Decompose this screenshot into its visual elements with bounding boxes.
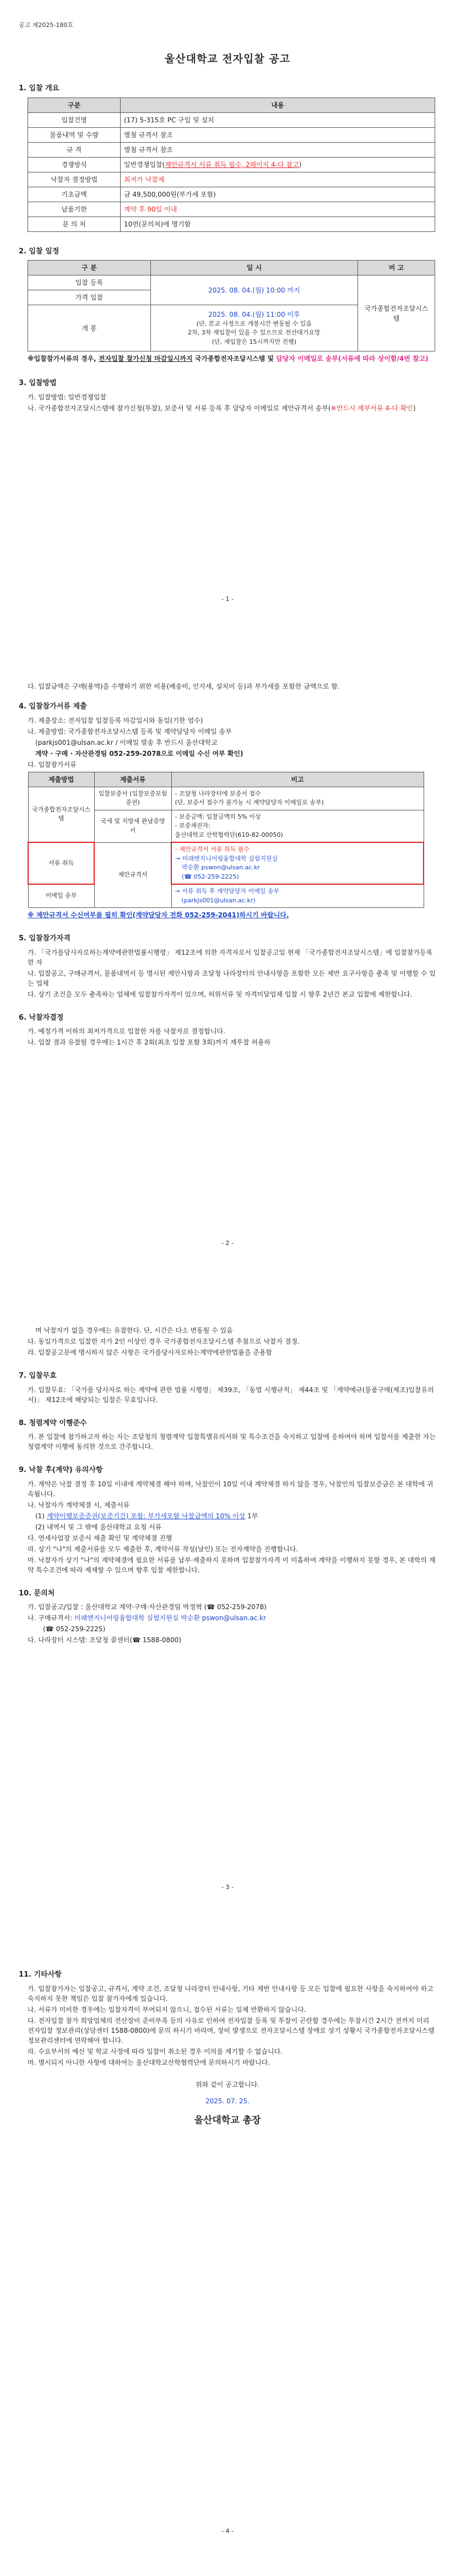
table-row: 경쟁방식 일반경쟁입찰(제안규격서 서류 취득 필수, 2페이지 4-다 참고) — [28, 157, 435, 172]
documents-table: 제출방법 제출서류 비고 국가종합전자조달시스템 입찰보증서 (입찰보증보험증권) - 조달청 나라장터에 보증서 접수 (단, 보증서 접수가 불가능 시 계약담당자 이메일로 송부) 국세 및 지방세 완납증명서 - 보증금액: 입찰금액의 5% 이상 - 보증채권자: 울산대학교 산학협력단(610-82-00050) 서류 취득 제안규격서 - 제안규격서 서류 취득 필수 → 미래엔지니어링융합대학 실험지원실 박순환 pswon@ulsan.ac.kr (☎ 052-259-2225) 이메일 송부 → 서류 취득 후 계약담당자 이메일 송부 (parkjs001@ulsan.ac.kr) — [28, 772, 424, 908]
issuer: 울산대학교 총장 — [194, 2114, 261, 2126]
schedule-table: 구 분 일 시 비 고 입찰 등록 2025. 08. 04.(월) 10:00 까지 국가종합전자조달시스템 가격 입찰 개 봉 2025. 08. 04.(월) 11:00 이후 (단, 본교 사정으로 개봉시간 변동될 수 있음 2차, 3차 재입찰이 있을 수 있으므로 전산대기요망 (단, 재입찰은 15시까지만 진행) — [28, 260, 435, 351]
section-5-heading: 5. 입찰참가자격 — [19, 934, 71, 943]
section-9-heading: 9. 낙찰 후(계약) 유의사항 — [19, 1466, 103, 1474]
page-1: 공고 제2025-180호 울산대학교 전자입찰 공고 1. 입찰 개요 구분 내용 입찰건명 (17) 5-315호 PC 구입 및 설치 물품내역 및 수량 별첨 규격서 참조 규 격 별첨 규격서 참조 경쟁방식 일반경쟁입찰(제안규격서 서류 취득 필수, 2페이지 4-다 참고) 낙찰자 결정방법 최저가 낙찰제 기초금액 금 49,500,000원(부가세 포함) 납품기한 계약 후 90일 이내 문 의 처 10번(문의처)에 명기함 2. 입찰 일정 구 분 일 시 비 고 입찰 등록 2025. 08. 04.(월) 10:00 까지 국가종합전자조달시스템 가격 입찰 개 봉 2025. 08. 04.(월) 11:00 이후 (단, 본교 사정으로 개봉시간 변동될 수 있음 2차, 3차 재입찰이 있을 수 있으므로 전산대기요망 (단, 재입찰은 15시까지만 진행) ※입찰참가서류의 경우, 전자입찰 참가신청 마감일시까지 국가종합전자조달시스템 및 담당자 이메일로 송부(서류에 따라 상이함/4번 참고) 3. 입찰방법 가. 입찰방법: 일반경쟁입찰 나. 국가종합전자조달시스템에 참가신청(투찰), 보증서 및 서류 등록 후 담당자 이메일로 제안규격서 송부(※반드시 제부서류 4-다 확인) - 1 - — [0, 0, 455, 644]
page-3: 며 낙찰자가 없을 경우에는 유찰한다. 단, 시간은 다소 변동될 수 있음 다. 동일가격으로 입찰한 자가 2인 이상인 경우 국가종합전자조달시스템 추첨으로 낙찰자 결정. 라. 입찰공고문에 명시하지 않은 사항은 국가를당사자로하는계약에관한법률을 준용함 7. 입찰무효 가. 입찰무효: 「국가를 당사자로 하는 계약에 관한 법률 시행령」 제39조, 「동법 시행규칙」 제44조 및 「계약예규(물품구매(제조)입찰유의서)」 제12조에 해당되는 입찰은 무효입니다. 8. 청렴계약 이행준수 가. 본 입찰에 참가하고자 하는 자는 조달청의 청렴계약 입찰특별유의서와 및 특수조건을 숙지하고 입찰에 응하여야 하며 입찰서를 제출한 자는 청렴계약 이행에 동의한 것으로 간주합니다. 9. 낙찰 후(계약) 유의사항 가. 계약은 낙찰 결정 후 10일 이내에 계약체결 해야 하며, 낙찰인이 10일 이내 계약체결 하지 않을 경우, 낙찰인의 입찰보증금은 본 대학에 귀속됩니다. 나. 낙찰자가 계약체결 시, 제출서류 (1) 계약이행보증증권(보증기간) 포함: 부가세포함 낙찰금액의 10% 이상 1부 (2) 내역서 및 그 밖에 울산대학교 요청 서류 다. 연세사업장 보증서 제출 확인 및 계약체결 진행 라. 상기 "나"의 제출서류를 모두 제출한 후, 계약서류 작성(날인) 또는 전자계약을 진행합니다. 마. 낙찰자가 상기 "나"의 계약체결에 필요한 서류를 납부·제출하지 못하며 입찰참가자격 이 미흡하여 계약을 이행하지 못할 경우, 본 대학의 계약 특수조건에 따라 제재할 수 있으며 향후 입찰 제한합니다. 10. 문의처 가. 입찰공고/입찰 : 울산대학교 계약·구매·자산관경팀 박정혁 (☎ 052-259-2078) 나. 구매규격서: 미래엔지니어링융합대학 실험지원실 박순환 pswon@ulsan.ac.kr (☎ 052-259-2225) 다. 나라장터 시스템: 조달청 콜센터(☎ 1588-0800) - 3 - — [0, 1288, 455, 1932]
notice-number: 공고 제2025-180호 — [19, 21, 73, 29]
closing-statement: 위와 같이 공고합니다. — [196, 2080, 259, 2088]
contact-link[interactable]: 미래엔지니어링융합대학 실험지원실 박순환 pswon@ulsan.ac.kr — [74, 1614, 266, 1622]
table-row: 납품기한 계약 후 90일 이내 — [28, 202, 435, 217]
section-3-heading: 3. 입찰방법 — [19, 379, 57, 387]
section-7-heading: 7. 입찰무효 — [19, 1372, 57, 1380]
section-2-heading: 2. 입찰 일정 — [19, 247, 59, 256]
col-gubun: 구분 — [28, 98, 121, 112]
section-10-heading: 10. 문의처 — [19, 1589, 55, 1598]
schedule-warning: ※입찰참가서류의 경우, 전자입찰 참가신청 마감일시까지 국가종합전자조달시스템 및 담당자 이메일로 송부(서류에 따라 상이함/4번 참고) — [28, 355, 429, 362]
page-4: 11. 기타사항 가. 입찰참가자는 입찰공고, 규격서, 계약 조건, 조달청 나라장터 안내사항, 기타 제반 안내사항 등 모든 입찰에 필요한 사항을 숙지하여야 하고 숙지하지 못한 책임은 입찰 참가자에게 있습니다. 나. 서류가 미비한 경우에는 입찰자격이 부여되지 않으니, 접수된 서류는 일체 반환하지 않습니다. 다. 전자입찰 참가 희망업체의 전산장비 준비부족 등의 사유로 인하여 전자입찰 등록 및 투찰이 곤란할 경우에는 투찰시간 2시간 전까지 미리 전자입찰 정보관리(상담센터 1588-0800)에 문의 하시기 바라며, 장비 발생으로 전자조달시스템 장애로 상기 상황시 국가종합전자조달시스템 정보관리센터에 연락해야 합니다. 라. 수요부서의 예산 및 학교 사정에 따라 입찰이 취소된 경우 이의를 제기할 수 없습니다. 마. 명시되지 아니한 사항에 대하여는 울산대학교산학협력단에 문의하시기 바랍니다. 위와 같이 공고합니다. 2025. 07. 25. 울산대학교 총장 - 4 - — [0, 1932, 455, 2576]
table-row: 물품내역 및 수량 별첨 규격서 참조 — [28, 127, 435, 142]
page-number: - 3 - — [221, 1884, 234, 1891]
col-content: 내용 — [121, 98, 435, 112]
page-number: - 2 - — [221, 1240, 234, 1247]
table-row: 입찰건명 (17) 5-315호 PC 구입 및 설치 — [28, 112, 435, 127]
page-number: - 4 - — [221, 2528, 234, 2535]
page-2: 다. 입찰금액은 구매(용역)을 수행하기 위한 비용(배송비, 인지세, 설치비 등)과 부가세를 포함한 금액으로 함. 4. 입찰참가서류 제출 가. 제출장소: 전자입찰 입찰등록 마감일시와 동일(기한 엄수) 나. 제출방법: 국가종합전자조달시스템 등록 및 계약담당자 이메일 송부 (parkjs001@ulsan.ac.kr / 이메일 발송 후 반드시 울산대학교 계약 · 구매 · 자산관경팀 052-259-2078으로 이메일 수신 여부 확인) 다. 입찰참가서류 제출방법 제출서류 비고 국가종합전자조달시스템 입찰보증서 (입찰보증보험증권) - 조달청 나라장터에 보증서 접수 (단, 보증서 접수가 불가능 시 계약담당자 이메일로 송부) 국세 및 지방세 완납증명서 - 보증금액: 입찰금액의 5% 이상 - 보증채권자: 울산대학교 산학협력단(610-82-00050) 서류 취득 제안규격서 - 제안규격서 서류 취득 필수 → 미래엔지니어링융합대학 실험지원실 박순환 pswon@ulsan.ac.kr (☎ 052-259-2225) 이메일 송부 → 서류 취득 후 계약담당자 이메일 송부 (parkjs001@ulsan.ac.kr) ※ 제안규격서 수신여부를 필히 확인(계약담당자 전화 052-259-2041)하시기 바랍니다. 5. 입찰참가자격 가. 「국가를당사자로하는계약에관한법률시행령」 제12조에 의한 자격자로서 입찰공고일 현재 「국가종합전자조달시스템」에 입찰참가등록한 자 나. 입찰공고, 구매규격서, 물품내역서 등 명시된 제안사항과 조달청 나라장터의 안내사항을 포함한 모든 제반 요구사항을 충족 및 이행할 수 있는 업체 다. 상기 조건을 모두 충족하는 업체에 입찰참가자격이 있으며, 허위서류 및 자격미달업체 입찰 시 향후 2년간 본교 입찰에 제한합니다. 6. 낙찰자결정 가. 예정가격 이하의 최저가격으로 입찰한 자를 낙찰자로 결정합니다. 나. 입찰 결과 유찰될 경우에는 1시간 후 2회(최초 입찰 포함 3회)까지 재투찰 허용하 - 2 - — [0, 644, 455, 1288]
overview-table — [28, 98, 435, 232]
section-8-heading: 8. 청렴계약 이행준수 — [19, 1419, 87, 1427]
section-11-heading: 11. 기타사항 — [19, 1971, 62, 1979]
table-row: 규 격 별첨 규격서 참조 — [28, 142, 435, 157]
document-title: 울산대학교 전자입찰 공고 — [164, 52, 291, 65]
table-row: 낙찰자 결정방법 최저가 낙찰제 — [28, 172, 435, 187]
notice-date: 2025. 07. 25. — [205, 2097, 250, 2105]
table-row: 문 의 처 10번(문의처)에 명기함 — [28, 217, 435, 231]
page-number: - 1 - — [221, 596, 234, 603]
section-6-heading: 6. 낙찰자결정 — [19, 1013, 64, 1022]
section-1-heading: 1. 입찰 개요 — [19, 84, 59, 93]
section-4-heading: 4. 입찰참가서류 제출 — [19, 702, 87, 711]
table-row: 기초금액 금 49,500,000원(부가세 포함) — [28, 187, 435, 202]
